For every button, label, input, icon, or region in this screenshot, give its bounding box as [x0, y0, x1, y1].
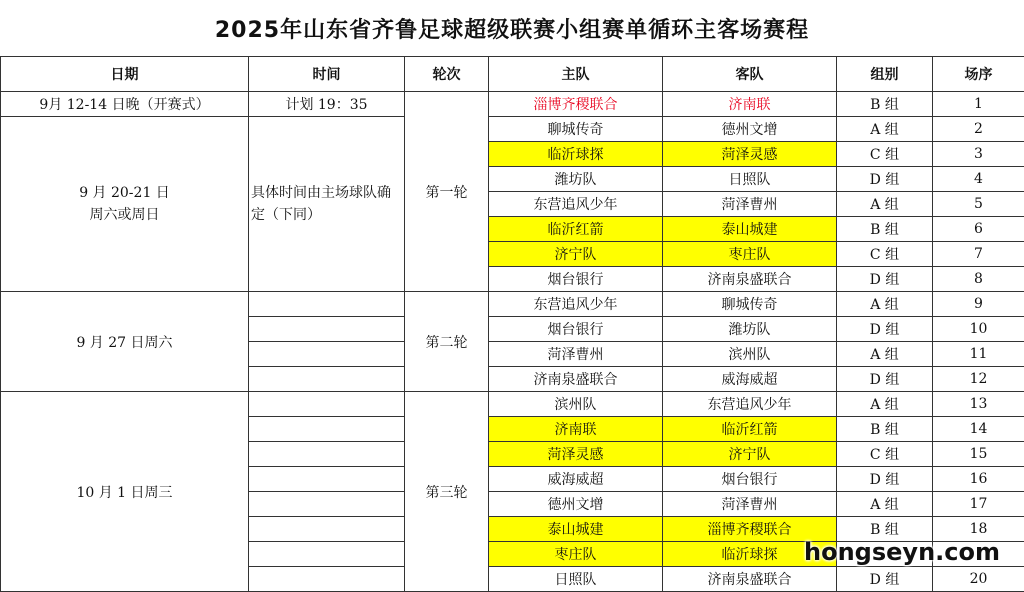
group-cell: A 组	[837, 192, 933, 217]
order-cell: 18	[933, 517, 1024, 542]
time-cell	[249, 292, 405, 317]
time-cell	[249, 542, 405, 567]
table-row	[1, 117, 1024, 142]
time-cell	[249, 467, 405, 492]
header-date: 日期	[1, 57, 249, 92]
home-team: 东营追风少年	[489, 292, 663, 317]
order-cell: 1	[933, 92, 1024, 117]
header-round: 轮次	[405, 57, 489, 92]
order-cell: 6	[933, 217, 1024, 242]
opening-date: 9月 12-14 日晚（开赛式）	[1, 92, 249, 117]
away-team: 济南联	[663, 92, 837, 117]
table-row	[1, 392, 1024, 417]
home-team: 聊城传奇	[489, 117, 663, 142]
order-cell: 20	[933, 567, 1024, 592]
home-team: 济南联	[489, 417, 663, 442]
order-cell: 16	[933, 467, 1024, 492]
away-team: 滨州队	[663, 342, 837, 367]
round1-date-line2: 周六或周日	[90, 207, 160, 223]
home-team: 烟台银行	[489, 317, 663, 342]
order-cell: 11	[933, 342, 1024, 367]
away-team: 济南泉盛联合	[663, 267, 837, 292]
home-team: 临沂红箭	[489, 217, 663, 242]
order-cell: 12	[933, 367, 1024, 392]
group-cell: A 组	[837, 117, 933, 142]
order-cell: 2	[933, 117, 1024, 142]
away-team: 济南泉盛联合	[663, 567, 837, 592]
home-team: 菏泽曹州	[489, 342, 663, 367]
home-team: 滨州队	[489, 392, 663, 417]
home-team: 济宁队	[489, 242, 663, 267]
order-cell: 10	[933, 317, 1024, 342]
watermark-text: hongseyn.com	[804, 538, 1000, 566]
table-row	[1, 92, 1024, 117]
group-cell: B 组	[837, 92, 933, 117]
group-cell: B 组	[837, 517, 933, 542]
order-cell: 3	[933, 142, 1024, 167]
header-group: 组别	[837, 57, 933, 92]
round1-time-note: 具体时间由主场球队确定（下同）	[249, 117, 405, 292]
group-cell: D 组	[837, 167, 933, 192]
round2-date: 9 月 27 日周六	[1, 292, 249, 392]
order-cell: 8	[933, 267, 1024, 292]
round-label: 第三轮	[405, 392, 489, 592]
time-cell	[249, 392, 405, 417]
home-team: 东营追风少年	[489, 192, 663, 217]
page-title: 2025年山东省齐鲁足球超级联赛小组赛单循环主客场赛程	[0, 0, 1024, 56]
group-cell: A 组	[837, 342, 933, 367]
away-team: 烟台银行	[663, 467, 837, 492]
time-cell	[249, 492, 405, 517]
away-team: 日照队	[663, 167, 837, 192]
home-team: 烟台银行	[489, 267, 663, 292]
round1-date	[1, 117, 249, 292]
time-cell	[249, 342, 405, 367]
group-cell: C 组	[837, 442, 933, 467]
away-team: 东营追风少年	[663, 392, 837, 417]
table-row	[1, 292, 1024, 317]
group-cell: D 组	[837, 467, 933, 492]
time-cell	[249, 442, 405, 467]
group-cell: D 组	[837, 367, 933, 392]
away-team: 枣庄队	[663, 242, 837, 267]
time-cell	[249, 517, 405, 542]
home-team: 潍坊队	[489, 167, 663, 192]
round-label: 第二轮	[405, 292, 489, 392]
home-team: 德州文增	[489, 492, 663, 517]
away-team: 菏泽曹州	[663, 192, 837, 217]
order-cell: 9	[933, 292, 1024, 317]
header-order: 场序	[933, 57, 1024, 92]
away-team: 聊城传奇	[663, 292, 837, 317]
away-team: 泰山城建	[663, 217, 837, 242]
order-cell: 17	[933, 492, 1024, 517]
home-team: 威海威超	[489, 467, 663, 492]
group-cell: A 组	[837, 492, 933, 517]
away-team: 临沂红箭	[663, 417, 837, 442]
group-cell: A 组	[837, 392, 933, 417]
home-team: 枣庄队	[489, 542, 663, 567]
order-cell: 4	[933, 167, 1024, 192]
order-cell: 7	[933, 242, 1024, 267]
home-team: 淄博齐稷联合	[489, 92, 663, 117]
home-team: 日照队	[489, 567, 663, 592]
header-time: 时间	[249, 57, 405, 92]
order-cell: 5	[933, 192, 1024, 217]
home-team: 济南泉盛联合	[489, 367, 663, 392]
time-cell	[249, 367, 405, 392]
group-cell: C 组	[837, 242, 933, 267]
away-team: 威海威超	[663, 367, 837, 392]
header-row	[1, 57, 1024, 92]
order-cell: 13	[933, 392, 1024, 417]
time-cell	[249, 417, 405, 442]
group-cell: D 组	[837, 567, 933, 592]
header-home: 主队	[489, 57, 663, 92]
group-cell: B 组	[837, 417, 933, 442]
away-team: 临沂球探	[663, 542, 837, 567]
group-cell: D 组	[837, 317, 933, 342]
group-cell: D 组	[837, 267, 933, 292]
round1-date-line1: 9 月 20-21 日	[79, 185, 170, 201]
away-team: 济宁队	[663, 442, 837, 467]
round-label: 第一轮	[405, 92, 489, 292]
group-cell: B 组	[837, 217, 933, 242]
time-cell	[249, 567, 405, 592]
away-team: 淄博齐稷联合	[663, 517, 837, 542]
home-team: 临沂球探	[489, 142, 663, 167]
opening-time: 计划 19：35	[249, 92, 405, 117]
home-team: 泰山城建	[489, 517, 663, 542]
away-team: 德州文增	[663, 117, 837, 142]
schedule-table	[0, 56, 1024, 592]
header-away: 客队	[663, 57, 837, 92]
round3-date: 10 月 1 日周三	[1, 392, 249, 592]
order-cell: 14	[933, 417, 1024, 442]
group-cell: C 组	[837, 142, 933, 167]
away-team: 潍坊队	[663, 317, 837, 342]
away-team: 菏泽灵感	[663, 142, 837, 167]
order-cell: 15	[933, 442, 1024, 467]
home-team: 菏泽灵感	[489, 442, 663, 467]
time-cell	[249, 317, 405, 342]
away-team: 菏泽曹州	[663, 492, 837, 517]
group-cell: A 组	[837, 292, 933, 317]
